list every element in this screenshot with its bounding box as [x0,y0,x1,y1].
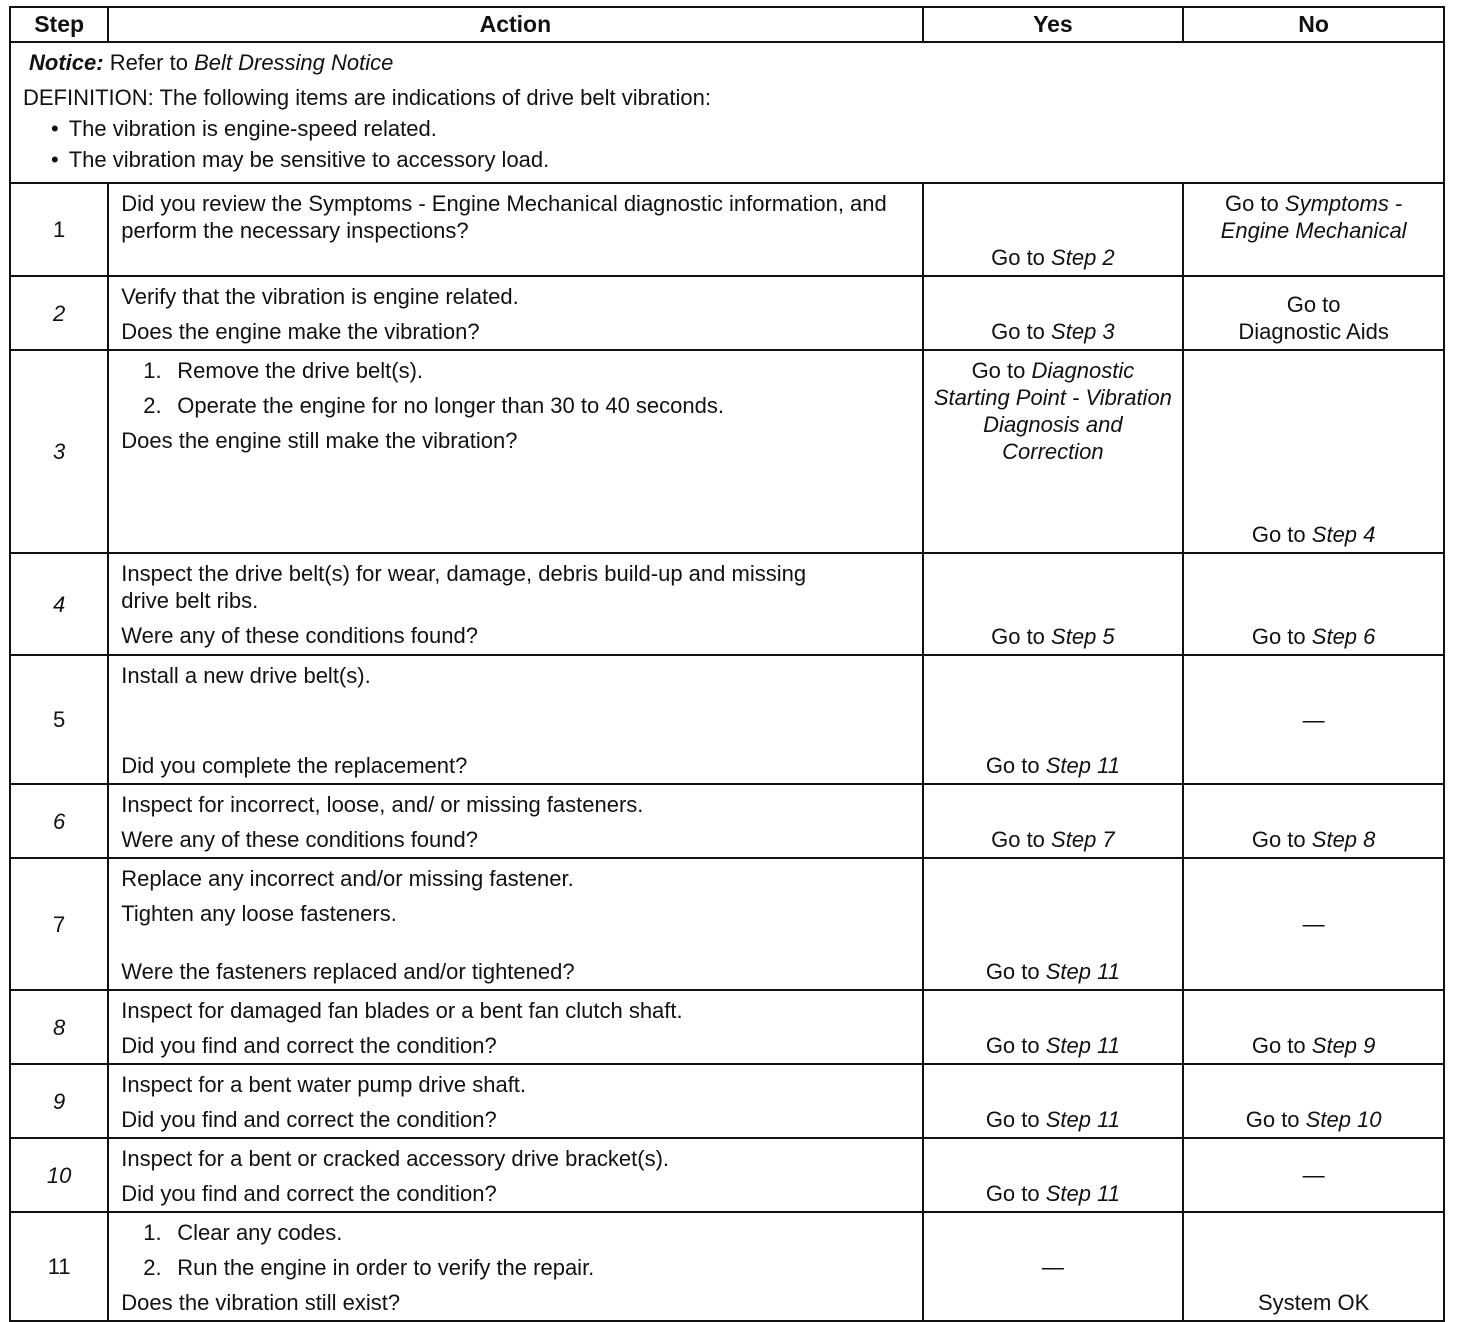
yes-cell [923,183,1184,276]
action-text: Tighten any loose fasteners. [121,901,397,926]
step-number: 10 [10,1138,108,1212]
action-cell [108,1064,922,1138]
action-question: Did you find and correct the condition? [121,1181,497,1206]
no-cell [1183,350,1444,553]
no-step-link[interactable]: Step 4 [1311,522,1376,547]
list-text: Clear any codes. [177,1220,343,1245]
no-result: System OK [1258,1290,1370,1315]
action-question: Does the engine make the vibration? [121,319,480,344]
step-number: 4 [10,553,108,655]
yes-step-link[interactable]: Step 11 [1045,1181,1120,1206]
yes-prefix: Go to [991,245,1045,270]
no-cell [1183,1064,1444,1138]
no-step-link[interactable]: Symptoms - Engine Mechanical [1220,191,1407,243]
action-cell [108,1138,922,1212]
header-action: Action [108,7,922,42]
action-cell [108,858,922,990]
action-text: Install a new drive belt(s). [121,663,371,688]
no-prefix: Go to [1286,292,1341,317]
action-question: Does the vibration still exist? [121,1290,401,1315]
header-no: No [1183,7,1444,42]
action-text: Did you review the Symptoms - Engine Mechanical diagnostic information, and perform the necessary inspections? [121,191,887,243]
action-question: Does the engine still make the vibration? [121,428,518,453]
no-link[interactable]: Diagnostic Aids [1238,319,1389,344]
table-row-step-3 [10,350,1444,553]
step-number: 5 [10,655,108,784]
yes-prefix: Go to [985,959,1040,984]
diagnostic-document [9,6,1445,1322]
no-cell [1183,553,1444,655]
diagnostic-table [9,6,1445,1322]
no-cell [1183,276,1444,350]
yes-dash: — [1041,1254,1064,1279]
notice-row [10,42,1444,183]
yes-step-link[interactable]: Diagnostic Starting Point - Vibration Diagnosis and Correction [933,358,1172,464]
list-item [143,1219,911,1246]
yes-cell [923,1138,1184,1212]
table-row-step-7 [10,858,1444,990]
no-cell [1183,990,1444,1064]
action-question: Were any of these conditions found? [121,623,478,648]
list-number: 1. [143,1220,162,1245]
header-step: Step [10,7,108,42]
action-cell [108,350,922,553]
notice-cell [10,42,1444,183]
action-question: Were any of these conditions found? [121,827,478,852]
no-cell [1183,183,1444,276]
yes-cell [923,655,1184,784]
action-text: Replace any incorrect and/or missing fastener. [121,866,574,891]
yes-prefix: Go to [991,624,1045,649]
action-cell [108,553,922,655]
action-text: Inspect the drive belt(s) for wear, damage, debris build-up and missing drive belt ribs. [121,561,807,613]
no-prefix: Go to [1251,827,1306,852]
table-row-step-10 [10,1138,1444,1212]
step-number: 11 [10,1212,108,1321]
definition-text: DEFINITION: The following items are indications of drive belt vibration: [23,85,711,110]
list-number: 2. [143,1255,162,1280]
table-row-step-1 [10,183,1444,276]
yes-step-link[interactable]: Step 11 [1045,753,1120,778]
no-cell [1183,1212,1444,1321]
table-row-step-9 [10,1064,1444,1138]
header-yes: Yes [923,7,1184,42]
no-cell [1183,784,1444,858]
action-text: Inspect for incorrect, loose, and/ or missing fasteners. [121,792,644,817]
no-step-link[interactable]: Step 6 [1311,624,1376,649]
table-row-step-8 [10,990,1444,1064]
list-item [143,1254,911,1281]
list-text: Remove the drive belt(s). [177,358,424,383]
yes-prefix: Go to [971,358,1026,383]
step-number: 7 [10,858,108,990]
no-prefix: Go to [1251,624,1306,649]
yes-prefix: Go to [985,753,1040,778]
yes-cell [923,276,1184,350]
yes-prefix: Go to [985,1033,1040,1058]
notice-label: Notice: [29,50,104,75]
yes-step-link[interactable]: Step 3 [1051,319,1115,344]
yes-prefix: Go to [991,319,1045,344]
action-text: Inspect for a bent water pump drive shaft. [121,1072,527,1097]
bullet-item: • The vibration is engine-speed related. [51,115,1431,142]
yes-cell [923,990,1184,1064]
yes-prefix: Go to [991,827,1045,852]
action-cell [108,655,922,784]
no-cell [1183,1138,1444,1212]
no-prefix: Go to [1251,522,1306,547]
header-row [10,7,1444,42]
action-question: Did you find and correct the condition? [121,1033,497,1058]
notice-ref: Belt Dressing Notice [194,50,394,75]
table-row-step-11 [10,1212,1444,1321]
yes-step-link[interactable]: Step 5 [1051,624,1115,649]
step-number: 9 [10,1064,108,1138]
action-cell [108,183,922,276]
yes-cell [923,1064,1184,1138]
list-item [143,357,911,384]
list-number: 2. [143,393,162,418]
step-number: 6 [10,784,108,858]
no-prefix: Go to [1245,1107,1300,1132]
yes-prefix: Go to [985,1181,1040,1206]
action-question: Were the fasteners replaced and/or tightened? [121,959,575,984]
table-row-step-4 [10,553,1444,655]
action-question: Did you complete the replacement? [121,753,468,778]
no-dash: — [1302,707,1325,732]
no-step-link[interactable]: Step 10 [1305,1107,1382,1132]
yes-step-link[interactable]: Step 7 [1051,827,1115,852]
yes-step-link[interactable]: Step 11 [1045,1033,1120,1058]
bullet-item: • The vibration may be sensitive to accessory load. [51,146,1431,173]
yes-prefix: Go to [985,1107,1040,1132]
list-text: Operate the engine for no longer than 30 to 40 seconds. [177,393,724,418]
yes-step-link[interactable]: Step 2 [1051,245,1115,270]
list-number: 1. [143,358,162,383]
step-number: 8 [10,990,108,1064]
no-cell [1183,655,1444,784]
yes-step-link[interactable]: Step 11 [1045,1107,1120,1132]
notice-text: Refer to [109,50,188,75]
action-cell [108,784,922,858]
action-question: Did you find and correct the condition? [121,1107,497,1132]
no-prefix: Go to [1224,191,1279,216]
table-row-step-6 [10,784,1444,858]
no-dash: — [1302,911,1325,937]
list-text: Run the engine in order to verify the repair. [177,1255,595,1280]
table-row-step-5 [10,655,1444,784]
yes-cell [923,784,1184,858]
yes-cell [923,1212,1184,1321]
yes-step-link[interactable]: Step 11 [1045,959,1120,984]
yes-cell [923,553,1184,655]
action-text: Verify that the vibration is engine related. [121,284,519,309]
list-item [143,392,911,419]
action-text: Inspect for damaged fan blades or a bent fan clutch shaft. [121,998,683,1023]
step-number: 1 [10,183,108,276]
no-dash: — [1302,1162,1325,1188]
notice-line [29,49,1431,76]
no-step-link[interactable]: Step 8 [1311,827,1376,852]
action-text: Inspect for a bent or cracked accessory drive bracket(s). [121,1146,670,1171]
action-cell [108,276,922,350]
action-cell [108,1212,922,1321]
step-number: 2 [10,276,108,350]
yes-cell [923,858,1184,990]
no-cell [1183,858,1444,990]
action-cell [108,990,922,1064]
step-number: 3 [10,350,108,553]
yes-cell [923,350,1184,553]
no-prefix: Go to [1251,1033,1306,1058]
no-step-link[interactable]: Step 9 [1311,1033,1376,1058]
table-row-step-2 [10,276,1444,350]
